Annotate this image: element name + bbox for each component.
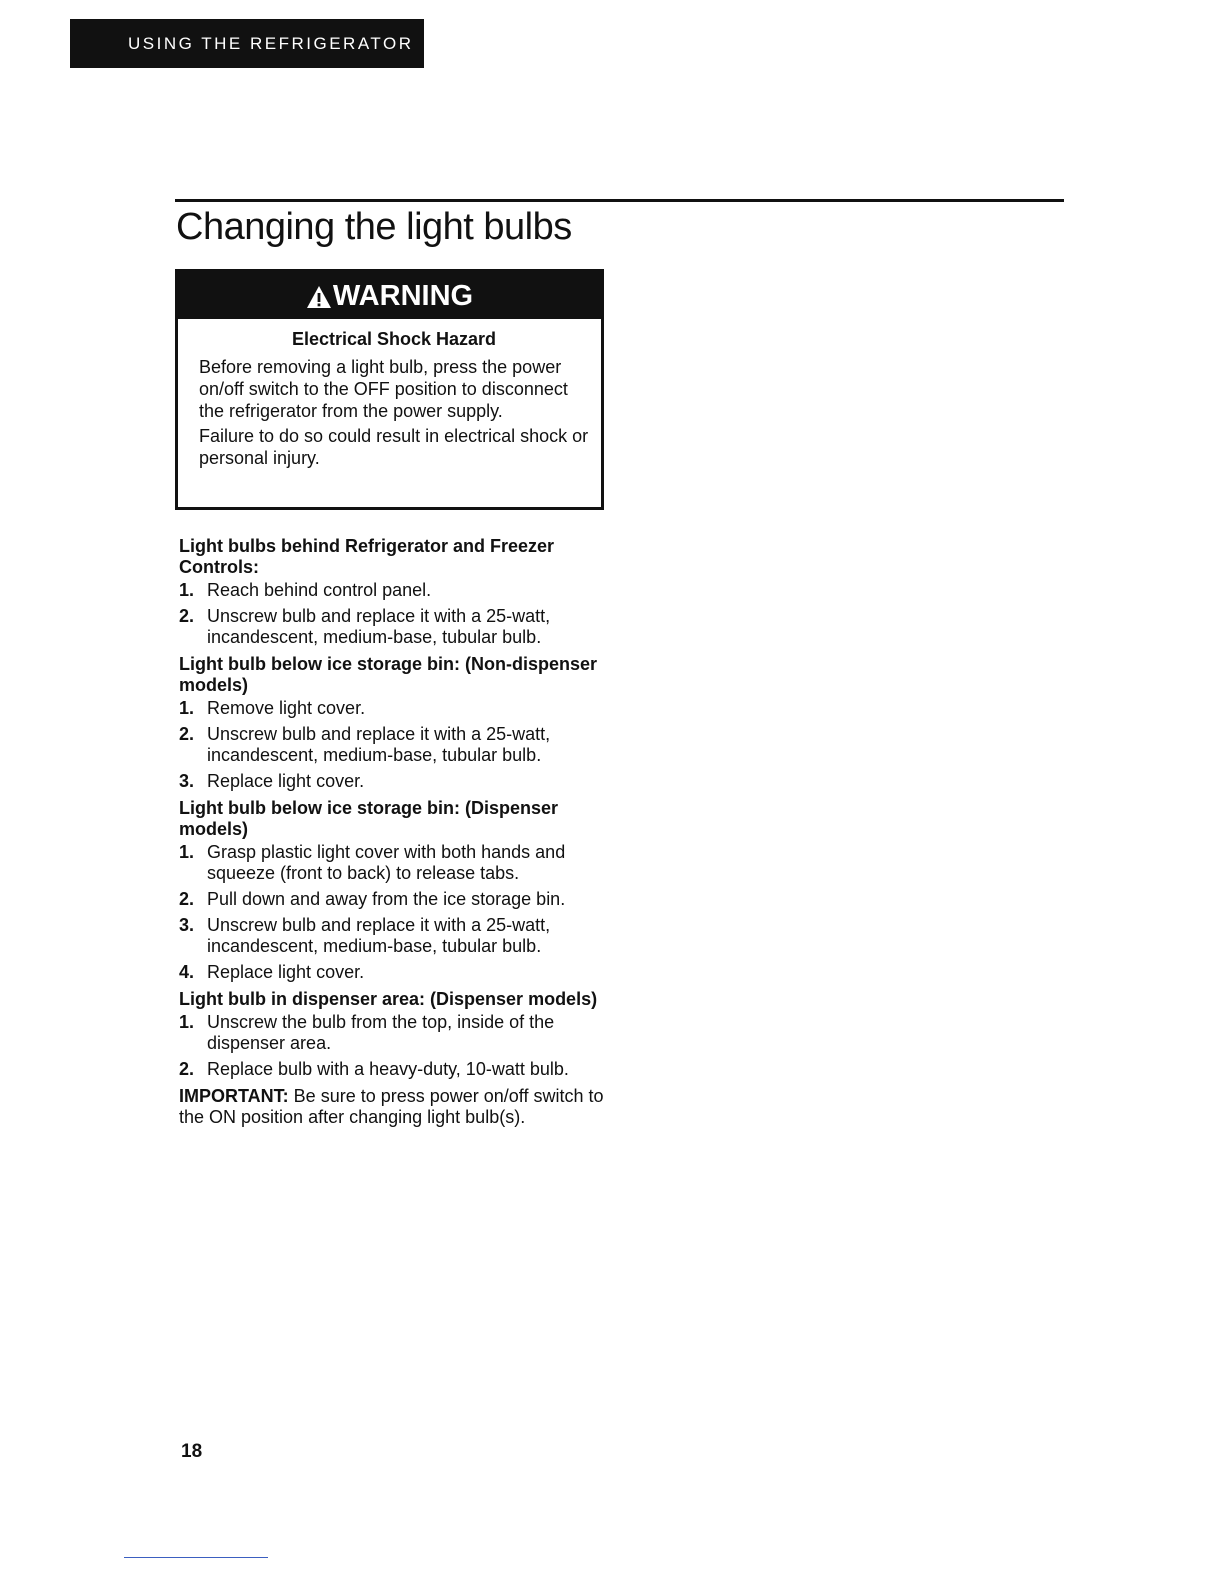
warning-heading: WARNING	[332, 280, 474, 312]
step-item	[179, 1059, 619, 1080]
section-header-label: USING THE REFRIGERATOR	[128, 33, 414, 53]
step-list	[179, 580, 619, 648]
step-list	[179, 842, 619, 983]
step-number: 2.	[179, 724, 195, 744]
step-item	[179, 580, 619, 601]
page-number: 18	[181, 1441, 203, 1462]
section-dispenser-area	[179, 989, 619, 1080]
warning-box	[175, 269, 604, 510]
step-item	[179, 915, 619, 957]
step-number: 1.	[179, 698, 195, 718]
step-item	[179, 1012, 619, 1054]
step-text: Unscrew the bulb from the top, inside of the dispenser area.	[207, 1012, 555, 1053]
section-heading: Light bulb below ice storage bin: (Dispenser models)	[179, 798, 559, 839]
important-label: IMPORTANT:	[179, 1086, 289, 1106]
section-ice-bin-dispenser	[179, 798, 619, 983]
warning-triangle-icon	[306, 285, 332, 309]
step-text: Unscrew bulb and replace it with a 25-watt, incandescent, medium-base, tubular bulb.	[207, 915, 551, 956]
step-text: Replace bulb with a heavy-duty, 10-watt bulb.	[207, 1059, 569, 1079]
warning-paragraph: Before removing a light bulb, press the power on/off switch to the OFF position to disconnect the refrigerator from the power supply.	[199, 357, 568, 421]
important-note	[179, 1086, 619, 1128]
warning-body	[178, 319, 601, 469]
step-item	[179, 962, 619, 983]
page-title: Changing the light bulbs	[176, 206, 572, 248]
step-number: 1.	[179, 1012, 195, 1032]
title-rule	[175, 199, 1064, 202]
step-list	[179, 698, 619, 792]
step-text: Unscrew bulb and replace it with a 25-watt, incandescent, medium-base, tubular bulb.	[207, 606, 551, 647]
step-number: 1.	[179, 580, 195, 600]
step-text: Remove light cover.	[207, 698, 366, 718]
section-heading: Light bulb below ice storage bin: (Non-dispenser models)	[179, 654, 598, 695]
step-text: Replace light cover.	[207, 962, 365, 982]
step-item	[179, 842, 619, 884]
step-text: Reach behind control panel.	[207, 580, 432, 600]
step-number: 3.	[179, 771, 195, 791]
section-heading: Light bulb in dispenser area: (Dispenser models)	[179, 989, 598, 1009]
step-text: Unscrew bulb and replace it with a 25-watt, incandescent, medium-base, tubular bulb.	[207, 724, 551, 765]
step-text: Pull down and away from the ice storage bin.	[207, 889, 566, 909]
footer-link-underline	[124, 1557, 268, 1558]
step-list	[179, 1012, 619, 1080]
step-item	[179, 724, 619, 766]
instructions	[179, 536, 619, 1128]
step-item	[179, 771, 619, 792]
step-item	[179, 606, 619, 648]
step-number: 1.	[179, 842, 195, 862]
important-text: Be sure to press power on/off switch to the ON position after changing light bulb(s).	[179, 1086, 604, 1127]
step-item	[179, 889, 619, 910]
hazard-title: Electrical Shock Hazard	[291, 329, 497, 349]
step-number: 2.	[179, 889, 195, 909]
step-text: Grasp plastic light cover with both hands and squeeze (front to back) to release tabs.	[207, 842, 566, 883]
warning-paragraph: Failure to do so could result in electrical shock or personal injury.	[199, 426, 589, 468]
step-text: Replace light cover.	[207, 771, 365, 791]
section-controls-bulbs	[179, 536, 619, 648]
step-number: 3.	[179, 915, 195, 935]
section-ice-bin-non-dispenser	[179, 654, 619, 792]
step-item	[179, 698, 619, 719]
step-number: 4.	[179, 962, 195, 982]
step-number: 2.	[179, 1059, 195, 1079]
section-header-bar	[70, 19, 424, 68]
section-heading: Light bulbs behind Refrigerator and Freezer Controls:	[179, 536, 555, 577]
step-number: 2.	[179, 606, 195, 626]
warning-header	[178, 272, 601, 319]
